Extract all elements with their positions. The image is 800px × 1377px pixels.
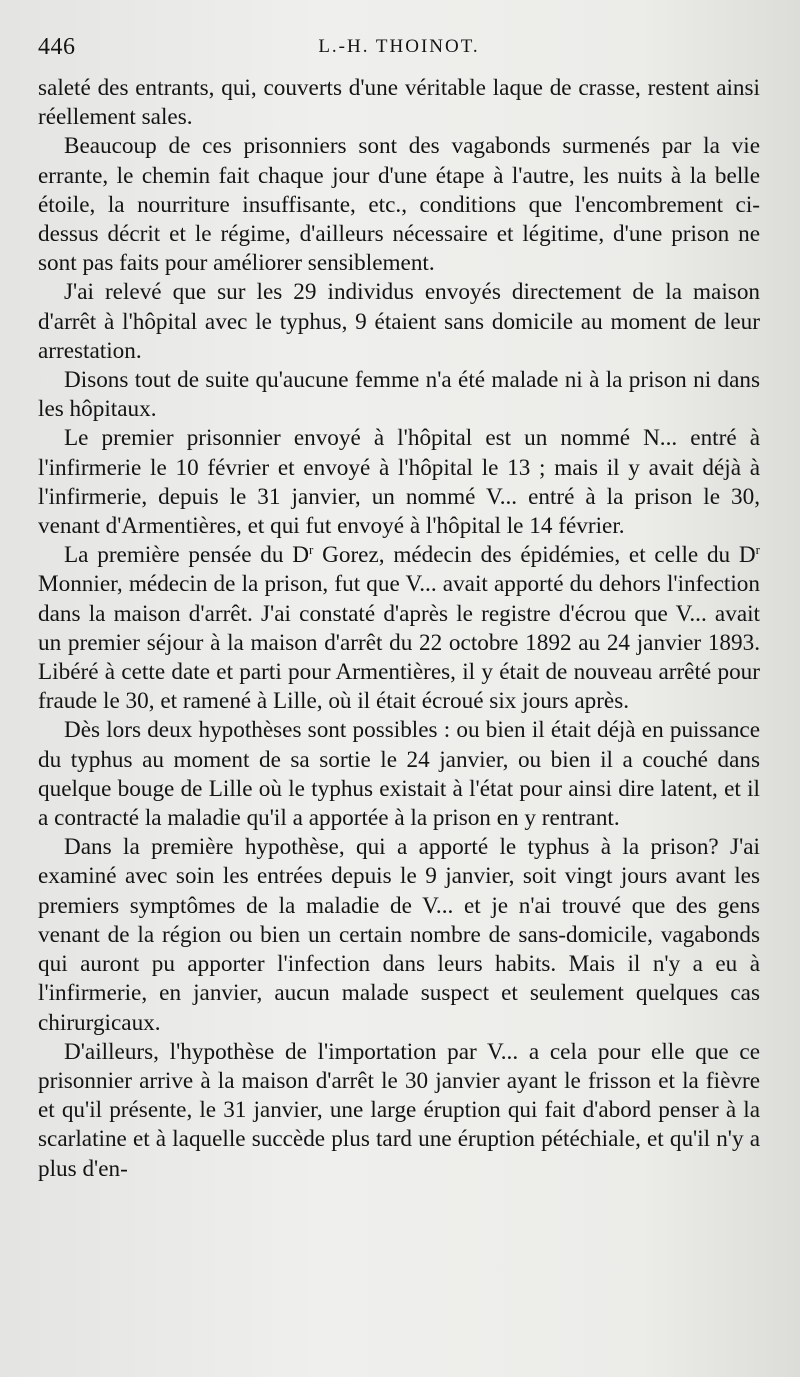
paragraph-sans-domicile: J'ai relevé que sur les 29 individus envoyés directement de la maison d'arrêt à l'hôpital avec le typhus, 9 étaient sans domicile au moment de leur arrestation. — [38, 279, 760, 364]
paragraph-continuation: saleté des entrants, qui, couverts d'une véritable laque de crasse, restent ainsi réellement sales. — [38, 75, 760, 131]
running-head — [38, 30, 760, 74]
paragraph-hypotheses: Dès lors deux hypothèses sont possibles : ou bien il était déjà en puissance du typhus au moment de sa sortie le 24 janvier, ou bien il a couché dans quelque bouge de Lille où le typhus existait à l'état pour ainsi dire latent, et il a contracté la maladie qu'il a apportée à la prison en y rentrant. — [38, 717, 760, 832]
paragraph-importation: D'ailleurs, l'hypothèse de l'importation par V... a cela pour elle que ce prisonnier arrive à la maison d'arrêt le 30 janvier ayant le frisson et la fièvre et qu'il présente, le 31 janvier, une large éruption qui fait d'abord penser à la scarlatine et à laquelle succède plus tard une éruption pétéchiale, et qu'il n'y a plus d'en- — [38, 1038, 760, 1182]
text-segment: Gorez, médecin des épidémies, et celle du D — [313, 542, 756, 569]
text-segment: Monnier, médecin de la prison, fut que V... avait apporté du dehors l'infection dans la maison d'arrêt. J'ai constaté d'après le registre d'écrou que V... avait un premier séjour à la maison d'arrêt du 22 octobre 1892 au 24 janvier 1893. Libéré à cette date et parti pour Armentières, il y était de nouveau arrêté pour fraude le 30, et ramené à Lille, où il était écroué six jours après. — [38, 571, 760, 715]
paragraph-femmes: Disons tout de suite qu'aucune femme n'a été malade ni à la prison ni dans les hôpitaux. — [38, 367, 760, 423]
page-number: 446 — [38, 34, 76, 60]
text-segment: La première pensée du D — [64, 542, 309, 569]
superscript: r — [755, 542, 761, 558]
superscript: r — [308, 542, 314, 558]
paragraph-premiere-hypothese: Dans la première hypothèse, qui a apporté le typhus à la prison? J'ai examiné avec soin les entrées depuis le 9 janvier, soit vingt jours avant les premiers symptômes de la maladie de V... et je n'ai trouvé que des gens venant de la région ou bien un certain nombre de sans-domicile, vagabonds qui auront pu apporter l'infection dans leurs habits. Mais il n'y a eu à l'infirmerie, en janvier, aucun malade suspect et seulement quelques cas chirurgicaux. — [38, 834, 760, 1036]
body-text — [38, 74, 760, 1184]
paragraph-gorez — [38, 541, 760, 716]
running-title: L.-H. THOINOT. — [318, 36, 480, 57]
paragraph-premier-prisonnier: Le premier prisonnier envoyé à l'hôpital est un nommé N... entré à l'infirmerie le 10 février et envoyé à l'hôpital le 13 ; mais il y avait déjà à l'infirmerie, depuis le 31 janvier, un nommé V... entré à la prison le 30, venant d'Armentières, et qui fut envoyé à l'hôpital le 14 février. — [38, 425, 760, 540]
paragraph-vagabonds: Beaucoup de ces prisonniers sont des vagabonds surmenés par la vie errante, le chemin fait chaque jour d'une étape à l'autre, les nuits à la belle étoile, la nourriture insuffisante, etc., conditions que l'encombrement ci-dessus décrit et le régime, d'ailleurs nécessaire et légitime, d'une prison ne sont pas faits pour améliorer sensiblement. — [38, 133, 760, 277]
